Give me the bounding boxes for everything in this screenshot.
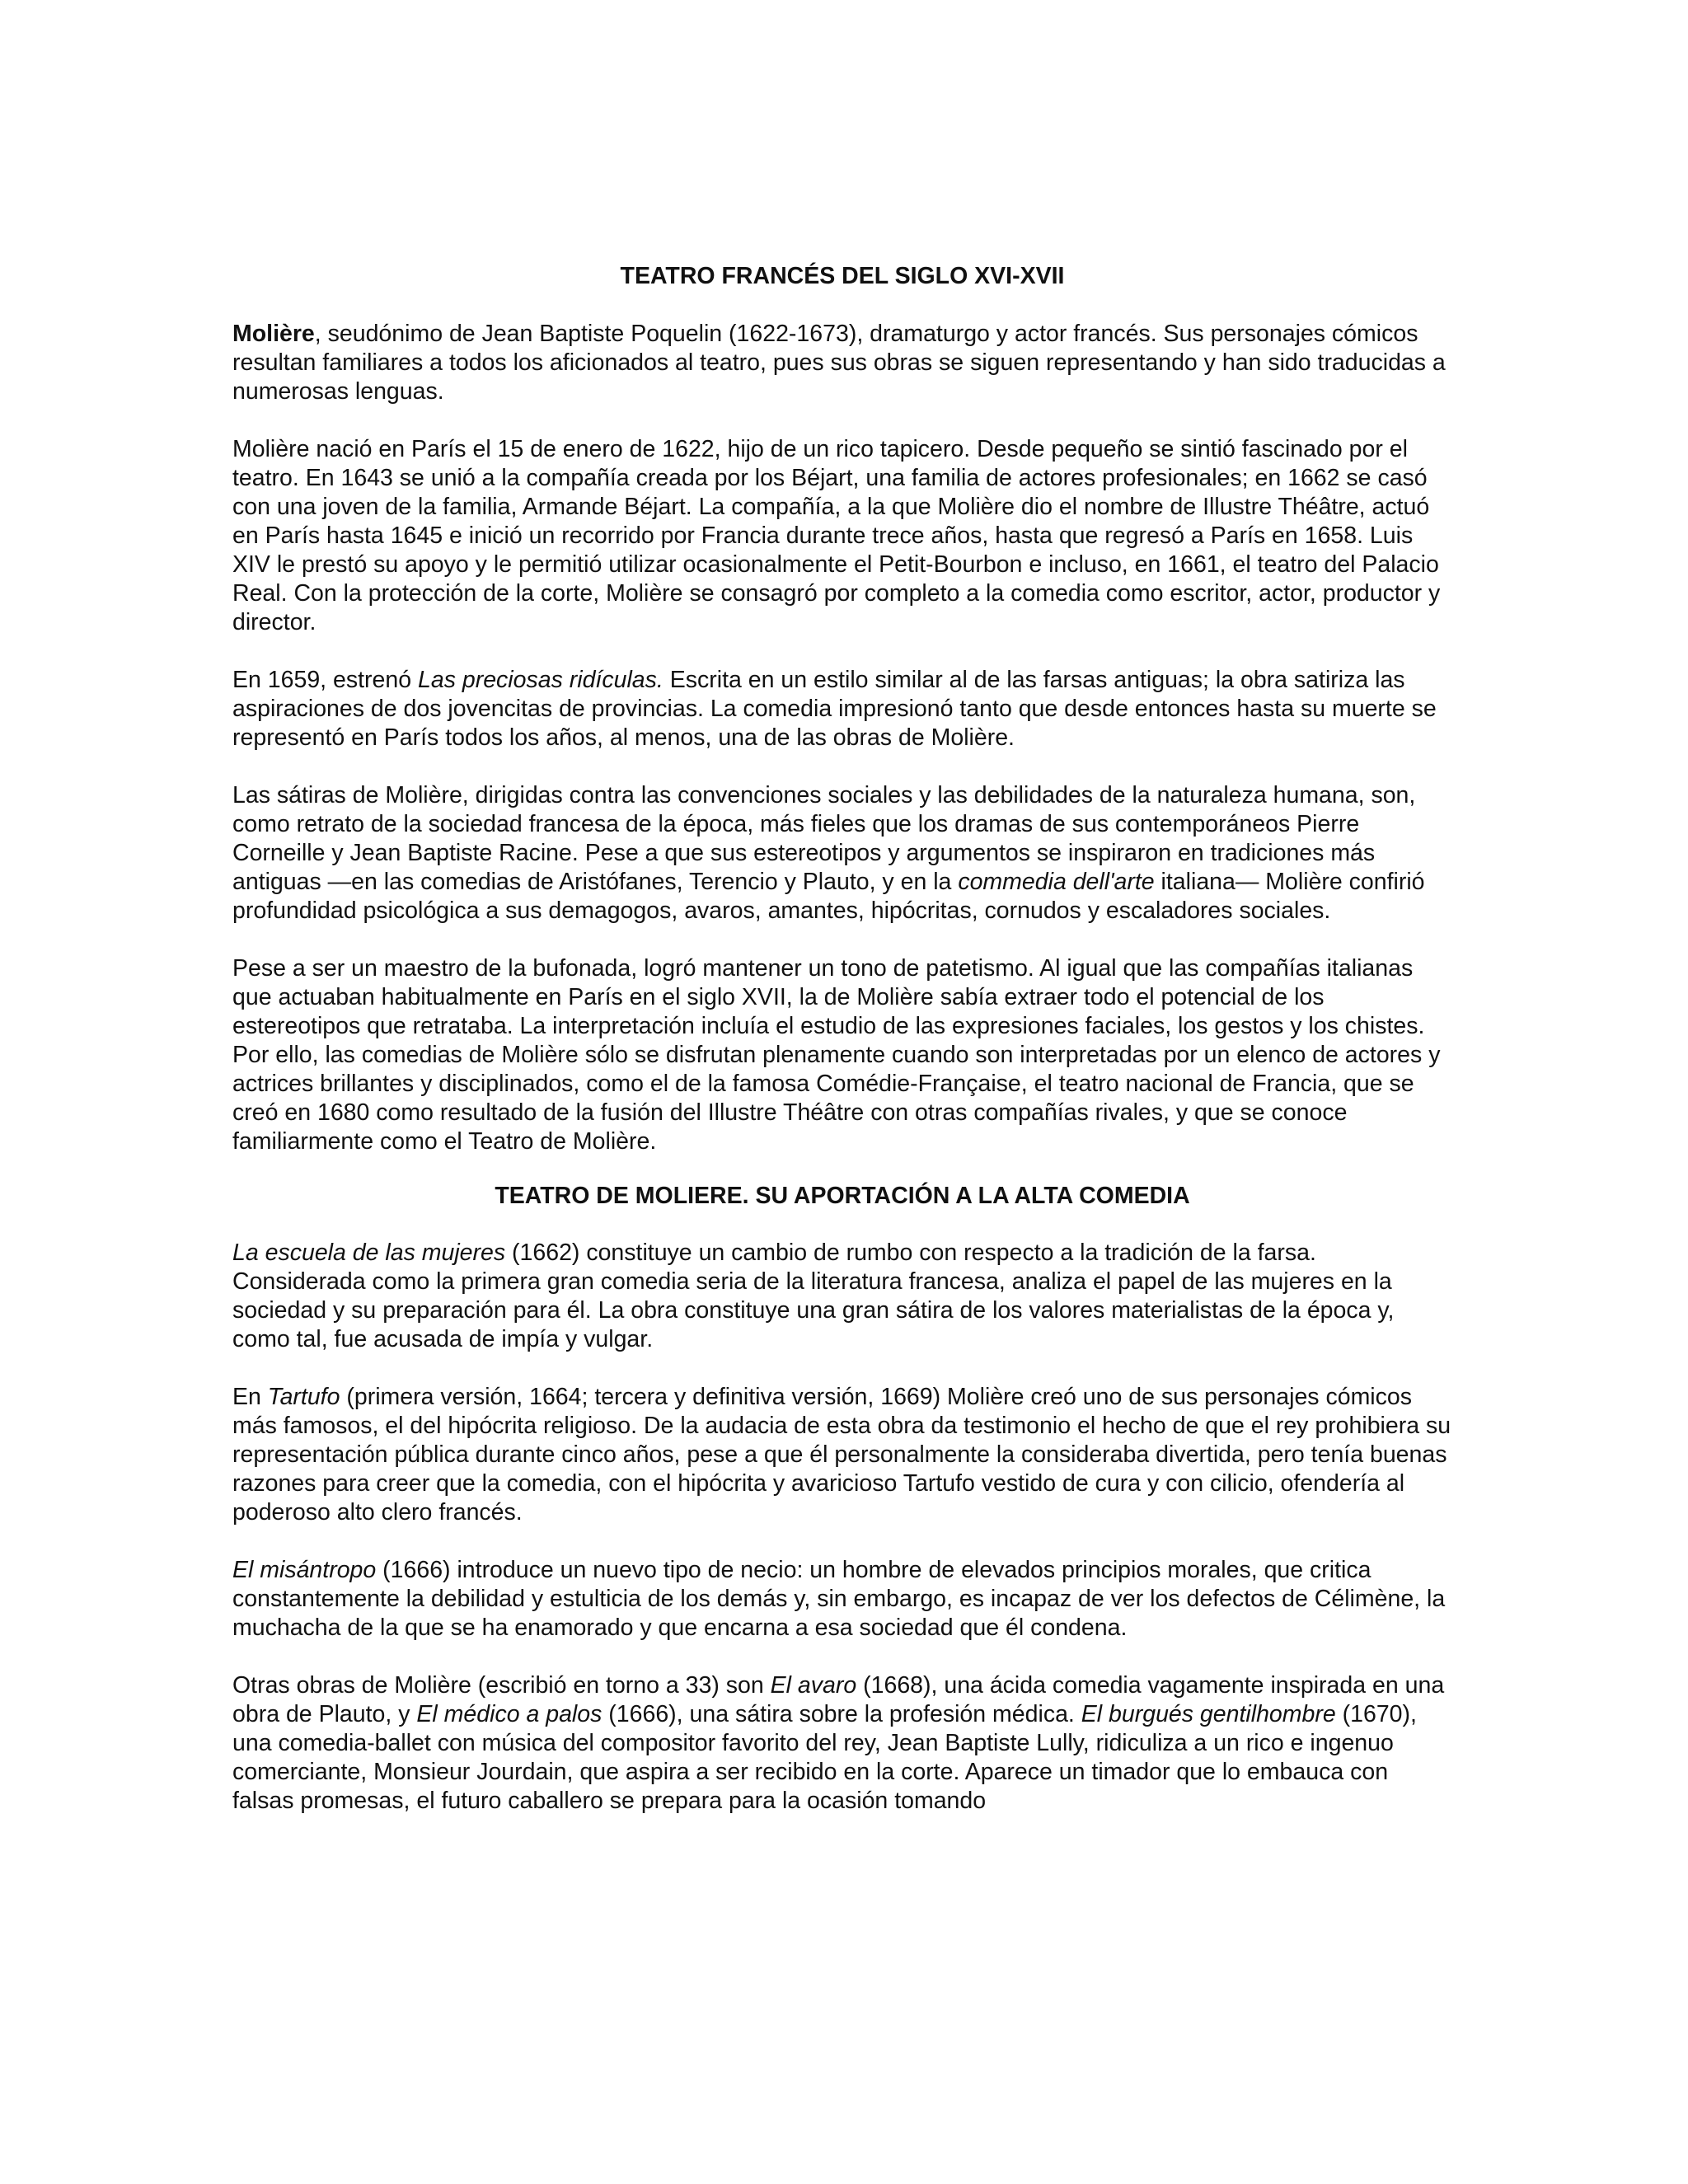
name-moliere-bold: Molière (232, 321, 315, 347)
work-title: El misántropo (232, 1557, 377, 1583)
paragraph-biography: Molière nació en París el 15 de enero de 1622, hijo de un rico tapicero. Desde pequeño se sintió fascinado por el teatro. En 1643 se unió a la compañía creada por los Béjart, una familia de actores profesionales; en 1662 se casó con una joven de la familia, Armande Béjart. La compañía, a la que Molière dio el nombre de Illustre Théâtre, actuó en París hasta 1645 e inició un recorrido por Francia durante trece años, hasta que regresó a París en 1658. Luis XIV le prestó su apoyo y le permitió utilizar ocasionalmente el Petit-Bourbon e incluso, en 1661, el teatro del Palacio Real. Con la protección de la corte, Molière se consagró por completo a la comedia como escritor, actor, productor y director. (232, 436, 1441, 635)
work-title: Las preciosas ridículas. (418, 667, 663, 693)
text-segment: (1670), una comedia-ballet con música del compositor favorito del rey, Jean Baptiste Lully, ridiculiza a un rico e ingenuo comerciante, Monsieur Jourdain, que aspira a ser recibido en la corte. Aparece un timador que lo embauca con falsas promesas, el futuro caballero se prepara para la ocasión tomando (232, 1701, 1417, 1814)
page-title: TEATRO FRANCÉS DEL SIGLO XVI-XVII (620, 263, 1065, 289)
document-page (232, 262, 1452, 1844)
paragraph-satiras (232, 781, 1452, 926)
section-heading: TEATRO DE MOLIERE. SU APORTACIÓN A LA ALTA COMEDIA (495, 1183, 1190, 1209)
text-segment: italiana— Molière confirió profundidad psicológica a sus demagogos, avaros, amantes, hipócritas, cornudos y escaladores sociales. (232, 869, 1425, 924)
text-segment: (1668), una ácida comedia vagamente inspirada en una obra de Plauto, y (232, 1672, 1445, 1727)
paragraph-misantropo (232, 1556, 1452, 1643)
paragraph-preciosas (232, 666, 1452, 752)
text-segment: (1666) introduce un nuevo tipo de necio: un hombre de elevados principios morales, que critica constantemente la debilidad y estulticia de los demás y, sin embargo, es incapaz de ver los defectos de Célimène, la muchacha de la que se ha enamorado y que encarna a esa sociedad que él condena. (232, 1557, 1446, 1641)
text-segment: Escrita en un estilo similar al de las farsas antiguas; la obra satiriza las aspiraciones de dos jovencitas de provincias. La comedia impresionó tanto que desde entonces hasta su muerte se representó en París todos los años, al menos, una de las obras de Molière. (232, 667, 1437, 751)
text-segment: En 1659, estrenó (232, 667, 418, 693)
paragraph-otras-obras (232, 1671, 1452, 1816)
text-segment: (primera versión, 1664; tercera y definitiva versión, 1669) Molière creó uno de sus personajes cómicos más famosos, el del hipócrita religioso. De la audacia de esta obra da testimonio el hecho de que el rey prohibiera su representación pública durante cinco años, pese a que él personalmente la consideraba divertida, pero tenía buenas razones para creer que la comedia, con el hipócrita y avaricioso Tartufo vestido de cura y con cilicio, ofendería al poderoso alto clero francés. (232, 1384, 1451, 1526)
work-title: El avaro (770, 1672, 857, 1699)
text-segment: (1666), una sátira sobre la profesión médica. (602, 1701, 1081, 1727)
text-segment: En (232, 1384, 268, 1410)
text-segment: (1662) constituye un cambio de rumbo con respecto a la tradición de la farsa. Considerada como la primera gran comedia seria de la literatura francesa, analiza el papel de las mujeres en la sociedad y su preparación para él. La obra constituye una gran sátira de los valores materialistas de la época y, como tal, fue acusada de impía y vulgar. (232, 1240, 1395, 1352)
work-title: El médico a palos (416, 1701, 603, 1727)
work-title: Tartufo (267, 1384, 340, 1410)
paragraph-intro (232, 320, 1452, 406)
paragraph-escuela (232, 1239, 1452, 1354)
work-title: La escuela de las mujeres (232, 1240, 506, 1266)
text-segment: Otras obras de Molière (escribió en torno a 33) son (232, 1672, 771, 1699)
work-title: El burgués gentilhombre (1081, 1701, 1336, 1727)
work-title: commedia dell'arte (958, 869, 1155, 895)
text-segment: Las sátiras de Molière, dirigidas contra las convenciones sociales y las debilidades de la naturaleza humana, son, como retrato de la sociedad francesa de la época, más fieles que los dramas de sus contemporáneos Pierre Corneille y Jean Baptiste Racine. Pese a que sus estereotipos y argumentos se inspiraron en tradiciones más antiguas —en las comedias de Aristófanes, Terencio y Plauto, y en la (232, 782, 1416, 895)
paragraph-tartufo (232, 1383, 1452, 1527)
paragraph-bufonada: Pese a ser un maestro de la bufonada, logró mantener un tono de patetismo. Al igual que las compañías italianas que actuaban habitualmente en París en el siglo XVII, la de Molière sabía extraer todo el potencial de los estereotipos que retrataba. La interpretación incluía el estudio de las expresiones faciales, los gestos y los chistes. Por ello, las comedias de Molière sólo se disfrutan plenamente cuando son interpretadas por un elenco de actores y actrices brillantes y disciplinados, como el de la famosa Comédie-Française, el teatro nacional de Francia, que se creó en 1680 como resultado de la fusión del Illustre Théâtre con otras compañías rivales, y que se conoce familiarmente como el Teatro de Molière. (232, 955, 1441, 1155)
paragraph-intro-text: , seudónimo de Jean Baptiste Poquelin (1622-1673), dramaturgo y actor francés. Sus personajes cómicos resultan familiares a todos los aficionados al teatro, pues sus obras se siguen representando y han sido traducidas a numerosas lenguas. (232, 321, 1446, 405)
